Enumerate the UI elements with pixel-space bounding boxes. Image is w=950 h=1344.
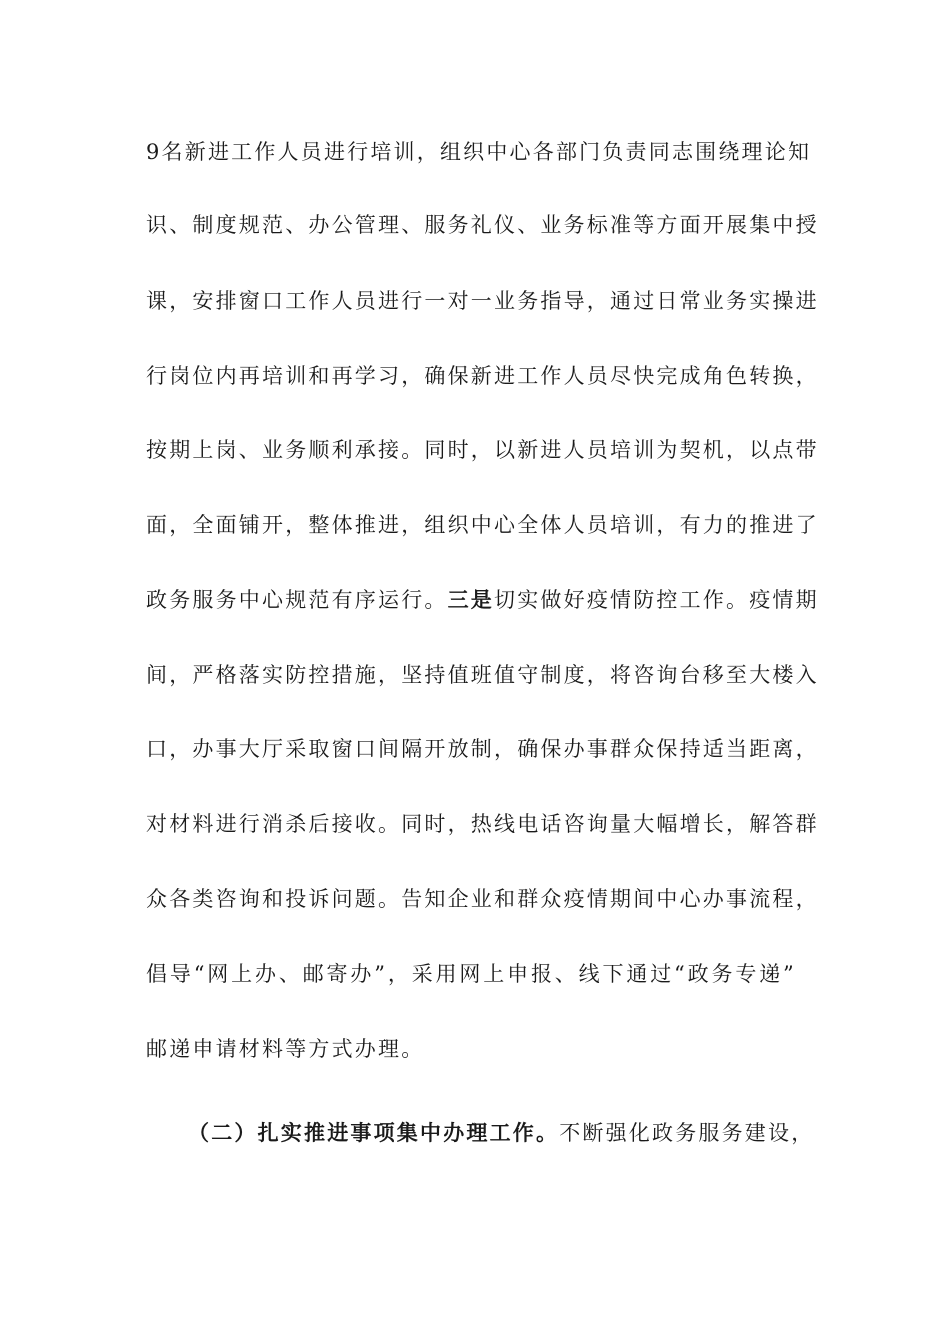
- text-line-1: 9名新进工作人员进行培训，组织中心各部门负责同志围绕理论知: [146, 140, 812, 164]
- text-line-3: 课，安排窗口工作人员进行一对一业务指导，通过日常业务实操进: [146, 289, 819, 313]
- text-line-11: 众各类咨询和投诉问题。告知企业和群众疫情期间中心办事流程，: [146, 887, 819, 911]
- emphasis-san-shi: 三是: [447, 587, 495, 612]
- text-line-10: 对材料进行消杀后接收。同时，热线电话咨询量大幅增长，解答群: [146, 812, 819, 836]
- text-line-7-end: 切实做好疫情防控工作。疫情期: [494, 588, 819, 612]
- text-line-12: 倡导“网上办、邮寄办”，采用网上申报、线下通过“政务专递”: [146, 962, 796, 986]
- text-line-7: [146, 580, 819, 620]
- section-heading: （二）扎实推进事项集中办理工作。: [188, 1120, 560, 1145]
- text-line-8: 间，严格落实防控措施，坚持值班值守制度，将咨询台移至大楼入: [146, 663, 819, 687]
- text-line-5: 按期上岗、业务顺利承接。同时，以新进人员培训为契机，以点带: [146, 438, 819, 462]
- text-line-6: 面，全面铺开，整体推进，组织中心全体人员培训，有力的推进了: [146, 513, 819, 537]
- text-line-4: 行岗位内再培训和再学习，确保新进工作人员尽快完成角色转换，: [146, 364, 819, 388]
- text-line-9: 口，办事大厅采取窗口间隔开放制，确保办事群众保持适当距离，: [146, 737, 819, 761]
- text-line-13: 邮递申请材料等方式办理。: [146, 1037, 425, 1061]
- section-text: 不断强化政务服务建设，: [559, 1121, 815, 1145]
- section-heading-line: [188, 1113, 815, 1153]
- text-line-2: 识、制度规范、办公管理、服务礼仪、业务标准等方面开展集中授: [146, 213, 819, 237]
- text-line-7-start: 政务服务中心规范有序运行。: [146, 588, 448, 612]
